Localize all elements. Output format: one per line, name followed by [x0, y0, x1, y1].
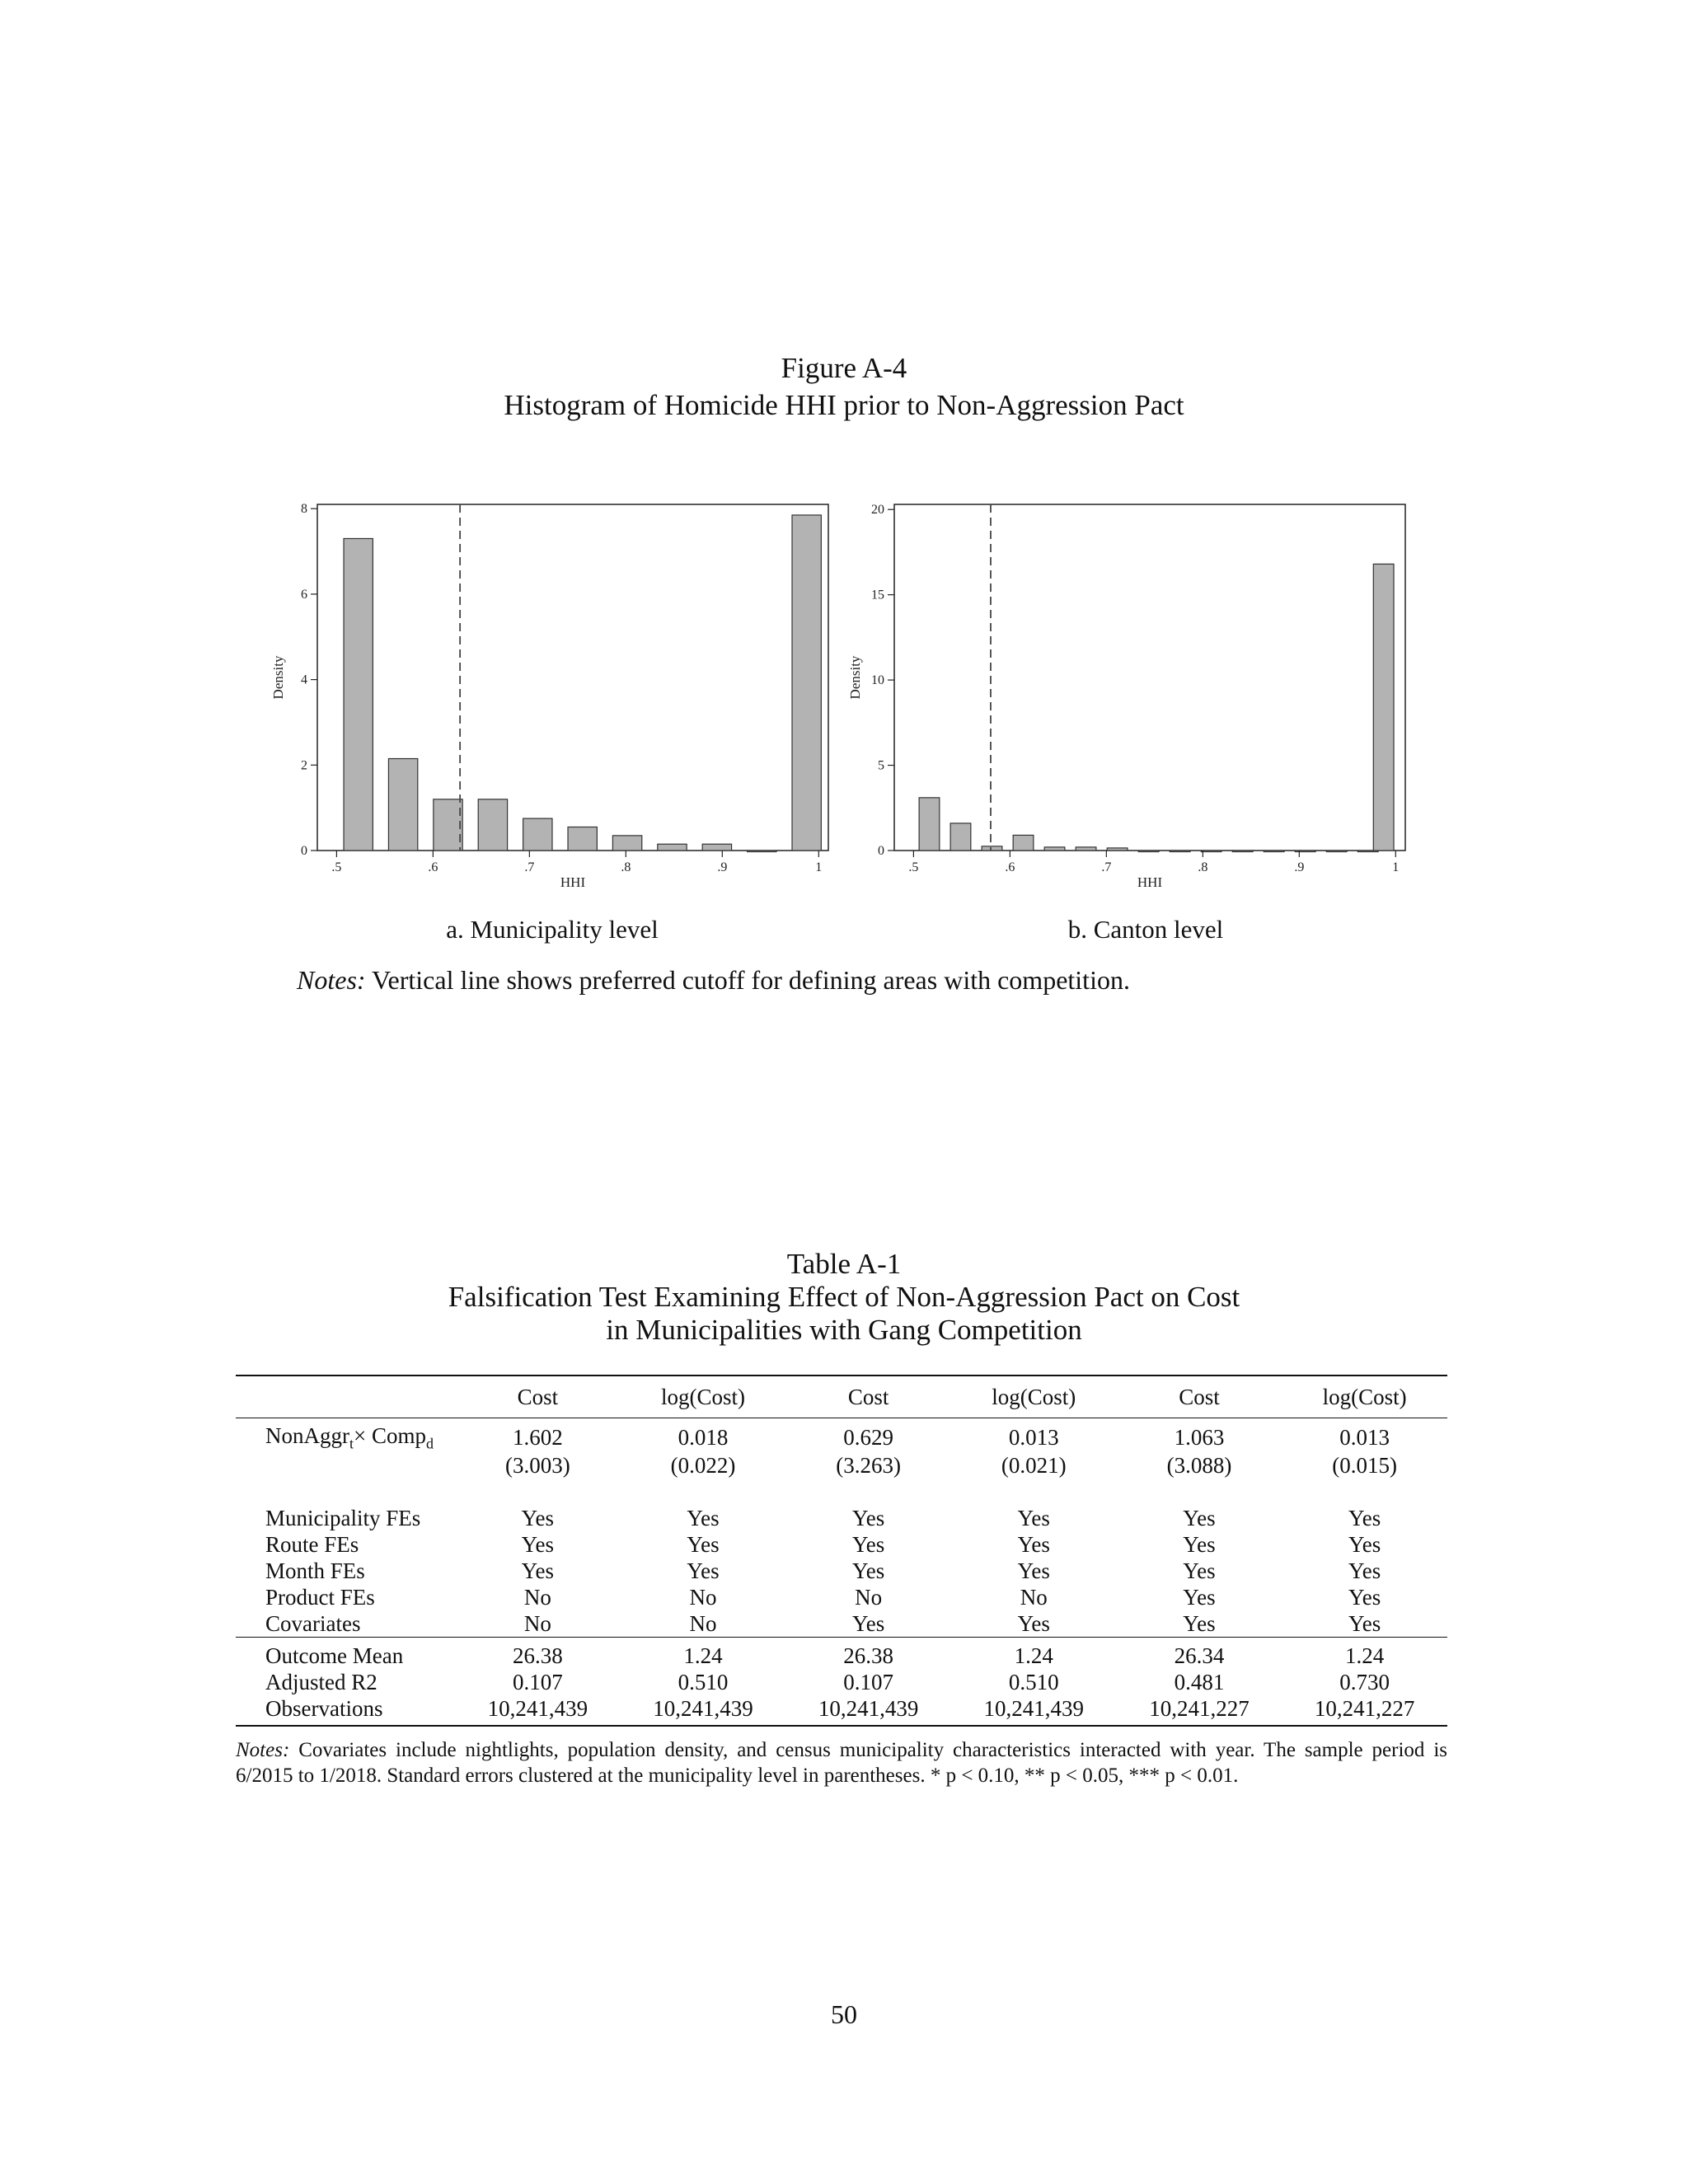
histogram-bar — [1107, 848, 1128, 851]
histogram-bar — [1264, 851, 1284, 852]
table-title-line2: in Municipalities with Gang Competition — [606, 1314, 1082, 1346]
x-tick-label: .8 — [621, 860, 631, 874]
y-tick-label: 5 — [878, 758, 884, 773]
standard-error: (3.263) — [836, 1452, 901, 1478]
page-number: 50 — [831, 1999, 857, 2029]
histogram-bar — [748, 851, 776, 852]
coefficient-estimate: 0.018 — [621, 1418, 786, 1453]
y-tick-label: 2 — [301, 758, 307, 773]
standard-error-row — [236, 1452, 1447, 1479]
histogram-bar — [388, 759, 417, 851]
x-tick-label: 1 — [1392, 860, 1400, 874]
y-tick-label: 6 — [301, 587, 307, 602]
table-row: Municipality FEs Yes Yes Yes Yes Yes Yes — [236, 1505, 1447, 1531]
panel-b-caption: b. Canton level — [1067, 915, 1224, 944]
column-header: Cost — [1117, 1376, 1282, 1418]
row-label: Municipality FEs — [265, 1505, 421, 1530]
x-tick-label: .6 — [428, 860, 438, 874]
x-tick-label: .6 — [1005, 860, 1015, 874]
histogram-bar — [702, 844, 731, 851]
histogram-bar — [478, 799, 507, 851]
coefficient-estimate: 0.013 — [1282, 1418, 1447, 1453]
table-row: Outcome Mean 26.38 1.24 26.38 1.24 26.34 1.24 — [236, 1638, 1447, 1670]
histogram-bar — [434, 799, 462, 851]
row-label: Covariates — [265, 1610, 361, 1636]
table-notes-label: Notes: — [236, 1739, 290, 1761]
standard-error: (0.015) — [1332, 1452, 1397, 1478]
y-tick-label: 4 — [301, 673, 307, 687]
histogram-canton — [837, 494, 1414, 898]
y-tick-label: 0 — [301, 844, 307, 858]
y-tick-label: 15 — [871, 588, 884, 602]
figure-notes-label: Notes: — [297, 965, 366, 995]
histogram-bar — [523, 818, 552, 851]
histogram-bar — [658, 844, 687, 851]
x-axis-label: HHI — [560, 874, 586, 890]
x-tick-label: .8 — [1198, 860, 1208, 874]
table-row: Covariates No No Yes Yes Yes Yes — [236, 1610, 1447, 1638]
coefficient-estimate: 1.063 — [1117, 1418, 1282, 1453]
figure-notes — [297, 965, 1130, 996]
column-header: log(Cost) — [621, 1376, 786, 1418]
y-tick-label: 20 — [871, 503, 884, 518]
coefficient-row — [236, 1418, 1447, 1453]
standard-error: (0.022) — [670, 1452, 736, 1478]
coefficient-estimate: 0.013 — [951, 1418, 1117, 1453]
table-row: Adjusted R2 0.107 0.510 0.107 0.510 0.481 0.730 — [236, 1669, 1447, 1695]
figure-label: Figure A-4 — [781, 352, 907, 384]
column-header: log(Cost) — [1282, 1376, 1447, 1418]
table-title-line1: Falsification Test Examining Effect of Non-Aggression Pact on Cost — [448, 1281, 1240, 1313]
coefficient-estimate: 0.629 — [785, 1418, 951, 1453]
row-label: Month FEs — [265, 1558, 365, 1583]
histogram-bar — [1373, 564, 1394, 851]
histogram-bar — [344, 538, 373, 851]
table-header-row — [236, 1376, 1447, 1418]
x-tick-label: .7 — [524, 860, 535, 874]
table-notes-text: Covariates include nightlights, population density, and census municipality characteristics interacted with year. The sample period is 6/2015 to 1/2018. Standard errors clustered at the municipality level in parentheses. * p < 0.10, ** p < 0.05, *** p < 0.01. — [236, 1739, 1447, 1787]
table-row: Month FEs Yes Yes Yes Yes Yes Yes — [236, 1558, 1447, 1584]
histogram-bar — [1138, 851, 1159, 852]
table-row: Product FEs No No No No Yes Yes — [236, 1584, 1447, 1610]
y-tick-label: 0 — [878, 844, 884, 858]
table-row: Route FEs Yes Yes Yes Yes Yes Yes — [236, 1531, 1447, 1558]
histogram-bar — [1013, 835, 1034, 851]
table-notes — [236, 1737, 1447, 1788]
y-tick-label: 8 — [301, 502, 307, 517]
histogram-bar — [792, 515, 821, 851]
histogram-bar — [950, 823, 971, 851]
histogram-bar — [612, 836, 641, 851]
standard-error: (3.003) — [504, 1452, 570, 1478]
table-label: Table A-1 — [786, 1248, 902, 1280]
plot-frame — [894, 504, 1405, 851]
x-tick-label: .9 — [717, 860, 728, 874]
panel-a-caption: a. Municipality level — [446, 915, 659, 944]
y-tick-label: 10 — [871, 673, 884, 688]
x-tick-label: .5 — [331, 860, 342, 874]
histogram-bar — [919, 798, 940, 851]
histogram-bar — [1170, 851, 1190, 852]
row-label: Adjusted R2 — [265, 1669, 377, 1694]
column-header: Cost — [785, 1376, 951, 1418]
row-label: Route FEs — [265, 1531, 359, 1557]
x-tick-label: 1 — [815, 860, 823, 874]
histogram-bar — [1044, 847, 1065, 851]
x-tick-label: .9 — [1294, 860, 1305, 874]
histogram-municipality — [264, 494, 841, 898]
x-tick-label: .5 — [908, 860, 919, 874]
row-label: Outcome Mean — [236, 1638, 455, 1670]
histogram-bar — [1295, 851, 1315, 852]
y-axis-label: Density — [847, 655, 863, 700]
row-label: Product FEs — [265, 1584, 375, 1610]
regression-table — [236, 1375, 1447, 1727]
x-axis-label: HHI — [1137, 874, 1163, 890]
column-header: log(Cost) — [951, 1376, 1117, 1418]
x-tick-label: .7 — [1101, 860, 1112, 874]
histogram-bar — [1326, 851, 1347, 852]
column-header: Cost — [455, 1376, 621, 1418]
row-label: Observations — [236, 1695, 455, 1726]
histogram-bar — [568, 827, 597, 851]
histogram-bar — [982, 846, 1002, 851]
coefficient-label: NonAggr$_t$× Comp$_d$ — [236, 1418, 455, 1453]
histogram-bar — [1201, 851, 1221, 852]
figure-notes-text: Vertical line shows preferred cutoff for defining areas with competition. — [365, 965, 1130, 995]
y-axis-label: Density — [270, 655, 286, 700]
standard-error: (3.088) — [1166, 1452, 1232, 1478]
histogram-bar — [1232, 851, 1253, 852]
histogram-bar — [1076, 847, 1096, 851]
figure-title: Histogram of Homicide HHI prior to Non-Aggression Pact — [504, 389, 1184, 421]
table-row: Observations 10,241,439 10,241,439 10,241,439 10,241,439 10,241,227 10,241,227 — [236, 1695, 1447, 1726]
coefficient-estimate: 1.602 — [455, 1418, 621, 1453]
standard-error: (0.021) — [1001, 1452, 1067, 1478]
